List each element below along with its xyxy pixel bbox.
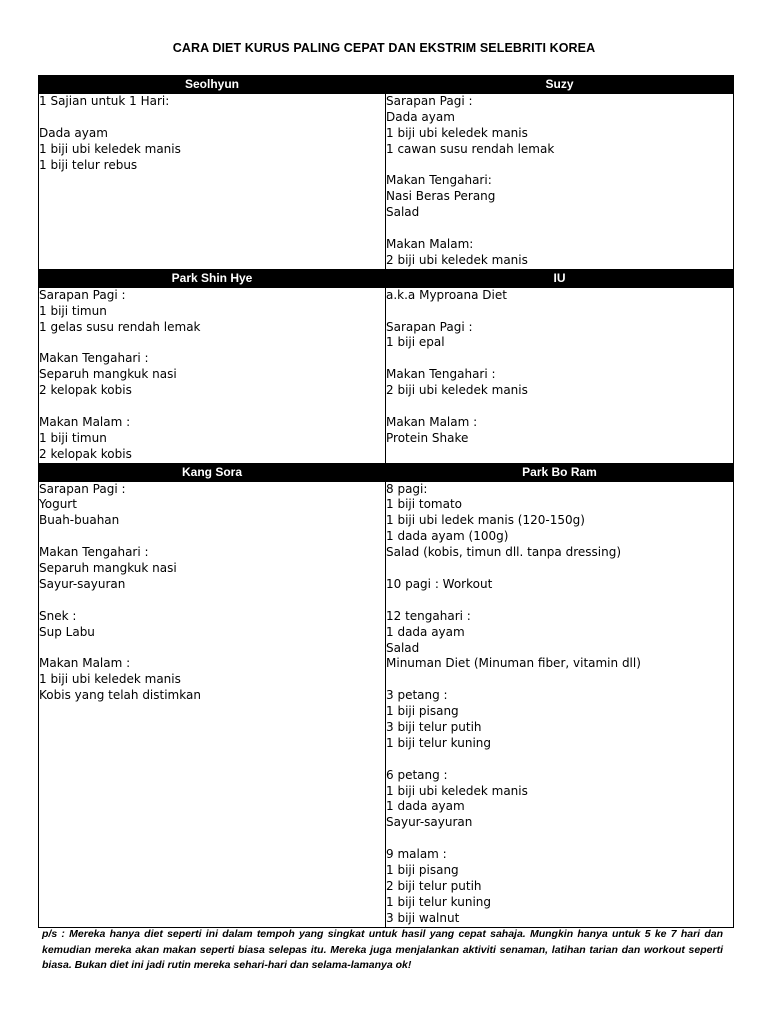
diet-line: 1 gelas susu rendah lemak <box>39 319 201 334</box>
diet-cell-seolhyun <box>39 94 386 270</box>
diet-line <box>386 351 733 367</box>
diet-line <box>39 529 385 545</box>
diet-line: Sayur-sayuran <box>386 815 473 830</box>
celebrity-name-park-bo-ram: Park Bo Ram <box>386 463 734 481</box>
diet-table <box>38 75 734 928</box>
diet-line: Salad (kobis, timun dll. tanpa dressing) <box>386 545 621 560</box>
diet-line: Separuh mangkuk nasi <box>39 561 177 576</box>
celebrity-name-suzy: Suzy <box>386 76 734 94</box>
diet-line <box>386 831 733 847</box>
diet-line: Makan Malam : <box>39 656 131 671</box>
diet-cell-park-shin-hye <box>39 287 386 463</box>
diet-line: Buah-buahan <box>39 513 120 528</box>
diet-line: 1 cawan susu rendah lemak <box>386 141 555 156</box>
header-row <box>39 76 734 94</box>
diet-cell-iu <box>386 287 734 463</box>
diet-line: 1 biji pisang <box>386 704 459 719</box>
diet-line: Sup Labu <box>39 624 95 639</box>
header-row <box>39 269 734 287</box>
diet-line: Sayur-sayuran <box>39 576 126 591</box>
celebrity-name-kang-sora: Kang Sora <box>39 463 386 481</box>
diet-line: 8 pagi: <box>386 481 428 496</box>
diet-line: 1 dada ayam <box>386 799 465 814</box>
diet-line: Salad <box>386 640 420 655</box>
diet-line: 1 biji ubi keledek manis <box>39 672 181 687</box>
diet-line: 3 biji walnut <box>386 910 460 925</box>
celebrity-name-park-shin-hye: Park Shin Hye <box>39 269 386 287</box>
diet-cell-kang-sora <box>39 481 386 927</box>
diet-line: 1 biji timun <box>39 430 107 445</box>
diet-line: 1 biji telur rebus <box>39 157 138 172</box>
diet-line <box>386 399 733 415</box>
diet-line: 3 petang : <box>386 688 448 703</box>
diet-line: Nasi Beras Perang <box>386 189 496 204</box>
diet-line: Sarapan Pagi : <box>386 319 473 334</box>
diet-line: Makan Tengahari : <box>386 367 496 382</box>
diet-line: Makan Malam: <box>386 237 474 252</box>
diet-line: 10 pagi : Workout <box>386 576 493 591</box>
header-row <box>39 463 734 481</box>
diet-line: 1 Sajian untuk 1 Hari: <box>39 94 170 108</box>
diet-line: Makan Tengahari : <box>39 545 149 560</box>
diet-line <box>386 158 733 174</box>
content-row <box>39 481 734 927</box>
diet-line: Snek : <box>39 608 77 623</box>
diet-line <box>39 399 385 415</box>
diet-line: 9 malam : <box>386 847 447 862</box>
content-row <box>39 94 734 270</box>
diet-line: Makan Tengahari: <box>386 173 492 188</box>
diet-line: 1 biji tomato <box>386 497 463 512</box>
diet-line: 1 biji ubi ledek manis (120-150g) <box>386 513 585 528</box>
diet-line <box>39 641 385 657</box>
diet-line: Dada ayam <box>386 109 455 124</box>
diet-line <box>39 335 385 351</box>
diet-line: 1 biji ubi keledek manis <box>386 783 528 798</box>
diet-line <box>386 672 733 688</box>
diet-cell-suzy <box>386 94 734 270</box>
diet-line: 6 petang : <box>386 767 448 782</box>
diet-line: Minuman Diet (Minuman fiber, vitamin dll) <box>386 656 641 671</box>
diet-line <box>386 752 733 768</box>
diet-line: 2 biji ubi keledek manis <box>386 252 528 267</box>
diet-line <box>386 304 733 320</box>
diet-line: Makan Tengahari : <box>39 351 149 366</box>
diet-cell-park-bo-ram <box>386 481 734 927</box>
diet-line <box>39 110 385 126</box>
diet-line: 2 kelopak kobis <box>39 446 132 461</box>
diet-line: 1 biji telur kuning <box>386 735 492 750</box>
diet-line: 12 tengahari : <box>386 608 471 623</box>
diet-line: Sarapan Pagi : <box>39 287 126 302</box>
diet-line: Sarapan Pagi : <box>39 481 126 496</box>
diet-line: Makan Malam : <box>39 414 131 429</box>
diet-line: Kobis yang telah distimkan <box>39 688 201 703</box>
diet-line: Salad <box>386 205 420 220</box>
celebrity-name-iu: IU <box>386 269 734 287</box>
diet-line: 2 biji ubi keledek manis <box>386 383 528 398</box>
diet-line: 2 biji telur putih <box>386 878 482 893</box>
celebrity-name-seolhyun: Seolhyun <box>39 76 386 94</box>
diet-line: 1 biji pisang <box>386 862 459 877</box>
diet-line: Separuh mangkuk nasi <box>39 367 177 382</box>
diet-line: Yogurt <box>39 497 77 512</box>
diet-line <box>386 593 733 609</box>
diet-line: 1 biji telur kuning <box>386 894 492 909</box>
diet-line: 1 biji epal <box>386 335 445 350</box>
diet-line: 1 dada ayam (100g) <box>386 529 509 544</box>
content-row <box>39 287 734 463</box>
diet-line: a.k.a Myproana Diet <box>386 287 507 302</box>
diet-line: Sarapan Pagi : <box>386 94 473 108</box>
footnote: p/s : Mereka hanya diet seperti ini dalam tempoh yang singkat untuk hasil yang cepat sahaja. Mungkin hanya untuk 5 ke 7 hari dan kemudian mereka akan makan seperti biasa selepas itu. Mereka juga menjalankan aktiviti senaman, latihan tarian dan workout seperti biasa. Bukan diet ini jadi rutin mereka sehari-hari dan selama-lamanya ok! <box>42 928 723 972</box>
diet-line <box>386 561 733 577</box>
diet-line: 2 kelopak kobis <box>39 383 132 398</box>
diet-line <box>386 221 733 237</box>
diet-line: 3 biji telur putih <box>386 719 482 734</box>
diet-line <box>39 593 385 609</box>
diet-line: 1 biji timun <box>39 303 107 318</box>
diet-line: 1 biji ubi keledek manis <box>39 141 181 156</box>
diet-line: Protein Shake <box>386 430 469 445</box>
diet-line: 1 biji ubi keledek manis <box>386 125 528 140</box>
diet-line: Dada ayam <box>39 125 108 140</box>
diet-line: Makan Malam : <box>386 414 478 429</box>
diet-line: 1 dada ayam <box>386 624 465 639</box>
document-title: CARA DIET KURUS PALING CEPAT DAN EKSTRIM SELEBRITI KOREA <box>172 41 596 55</box>
